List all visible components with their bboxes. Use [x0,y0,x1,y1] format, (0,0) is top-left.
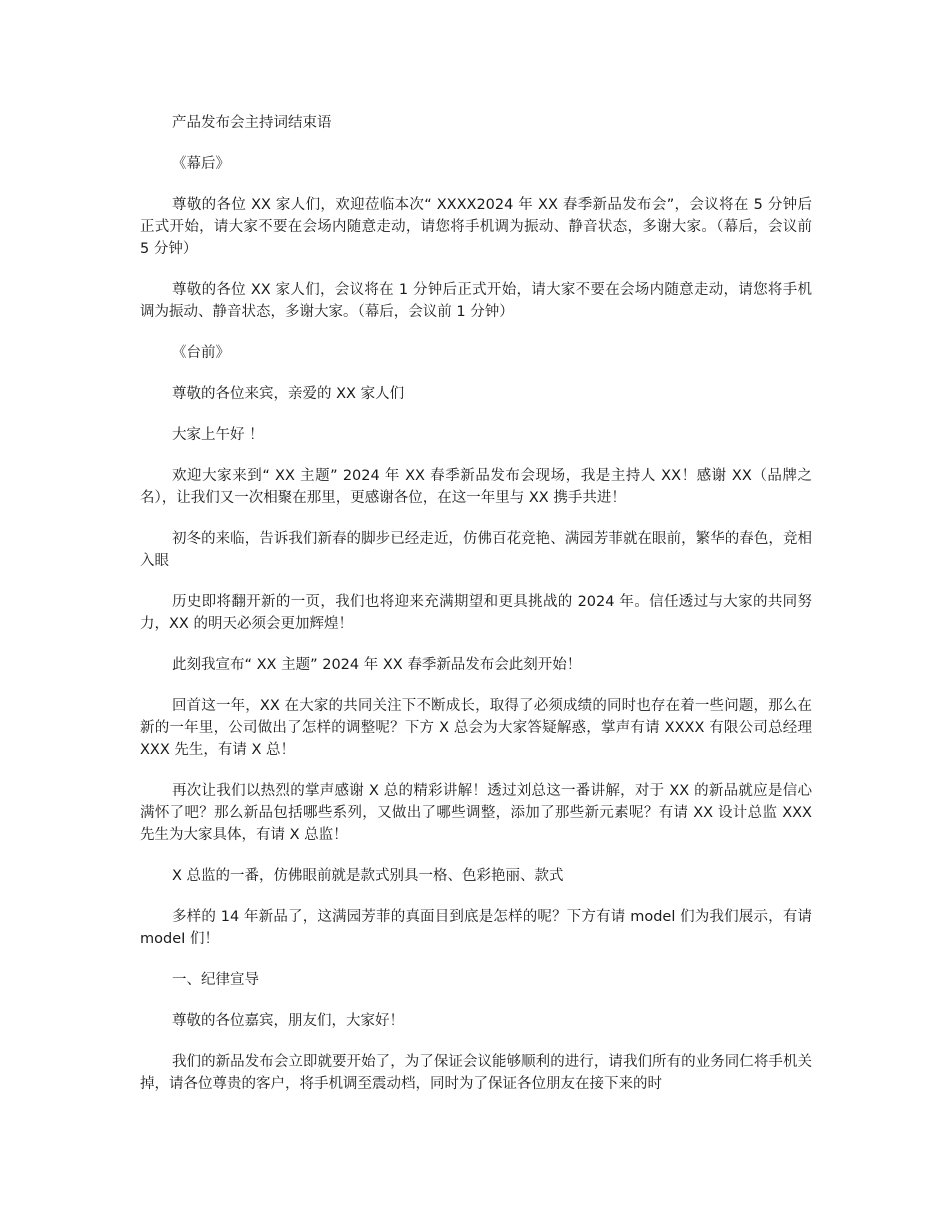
section-heading-discipline: 一、纪律宣导 [172,972,259,988]
paragraph: X 总监的一番，仿佛眼前就是款式别具一格、色彩艳丽、款式 [172,868,564,884]
paragraph: 欢迎大家来到“ XX 主题” 2024 年 XX 春季新品发布会现场，我是主持人 XX！感谢 XX（品牌之名），让我们又一次相聚在那里，更感谢各位，在这一年里与 XX 携手共进！ [140,468,812,506]
paragraph: 尊敬的各位来宾，亲爱的 XX 家人们 [172,386,405,402]
paragraph: 回首这一年，XX 在大家的共同关注下不断成长，取得了必须成绩的同时也存在着一些问题，那么在新的一年里，公司做出了怎样的调整呢？下方 X 总会为大家答疑解惑，掌声有请 XXXX 有限公司总经理 XXX 先生，有请 X 总！ [140,698,812,758]
paragraph: 再次让我们以热烈的掌声感谢 X 总的精彩讲解！透过刘总这一番讲解，对于 XX 的新品就应是信心满怀了吧？那么新品包括哪些系列，又做出了哪些调整，添加了那些新元素呢？有请 XX 设计总监 XXX 先生为大家具体，有请 X 总监！ [140,783,812,843]
paragraph: 尊敬的各位嘉宾，朋友们，大家好！ [172,1013,404,1029]
document-body [140,112,812,1114]
paragraph: 多样的 14 年新品了，这满园芳菲的真面目到底是怎样的呢？下方有请 model 们为我们展示，有请 modeI 们！ [140,909,812,947]
section-heading-backstage: 《幕后》 [172,156,230,172]
paragraph: 我们的新品发布会立即就要开始了，为了保证会议能够顺利的进行，请我们所有的业务同仁将手机关掉，请各位尊贵的客户，将手机调至震动档，同时为了保证各位朋友在接下来的时 [140,1054,812,1092]
section-heading-onstage: 《台前》 [172,345,230,361]
paragraph: 尊敬的各位 XX 家人们，会议将在 1 分钟后正式开始，请大家不要在会场内随意走动，请您将手机调为振动、静音状态，多谢大家。（幕后，会议前 1 分钟） [140,282,812,320]
paragraph: 历史即将翻开新的一页，我们也将迎来充满期望和更具挑战的 2024 年。信任透过与大家的共同努力，XX 的明天必须会更加辉煌！ [140,594,812,632]
paragraph: 初冬的来临，告诉我们新春的脚步已经走近，仿佛百花竞艳、满园芳菲就在眼前，繁华的春色，竞相入眼 [140,531,812,569]
paragraph: 尊敬的各位 XX 家人们，欢迎莅临本次“ XXXX2024 年 XX 春季新品发布会”，会议将在 5 分钟后正式开始，请大家不要在会场内随意走动，请您将手机调为振动、静音状态，多谢大家。（幕后，会议前 5 分钟） [140,197,812,257]
document-title: 产品发布会主持词结束语 [172,115,332,131]
paragraph: 大家上午好 ！ [172,427,264,443]
paragraph: 此刻我宣布“ XX 主题” 2024 年 XX 春季新品发布会此刻开始！ [172,657,582,673]
